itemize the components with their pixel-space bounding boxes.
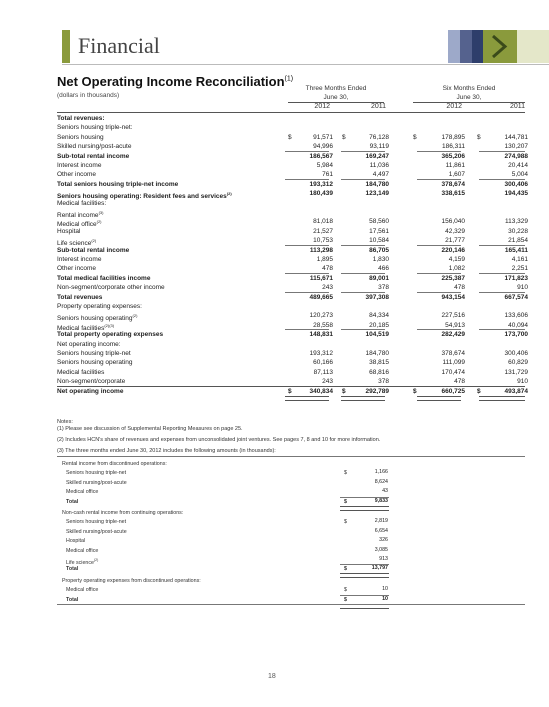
- table-row: [57, 123, 527, 132]
- subtotal-rule: [285, 151, 329, 152]
- row-value: 94,996: [313, 143, 333, 151]
- subtable-label: Total: [66, 498, 79, 505]
- row-value: 11,036: [369, 162, 389, 169]
- subtable-label: Skilled nursing/post-acute: [66, 479, 127, 486]
- subtable-value: 9,833: [374, 497, 388, 504]
- row-value: 68,816: [369, 368, 389, 376]
- row-label: Net operating income:: [57, 340, 121, 348]
- row-value: 378: [378, 284, 389, 292]
- banner-block-dark: [472, 30, 483, 63]
- row-value: 130,207: [504, 143, 528, 151]
- row-value: 113,329: [504, 218, 528, 226]
- row-value: 170,474: [441, 368, 465, 376]
- row-value: 11,861: [445, 162, 465, 169]
- row-value: 89,001: [369, 274, 389, 282]
- table-row: [57, 387, 527, 396]
- row-label: Total seniors housing triple-net income: [57, 180, 179, 188]
- subtotal-rule: [417, 245, 461, 246]
- year-header: 2012: [314, 103, 330, 110]
- section-banner: [0, 0, 549, 68]
- chevron-right-icon: [483, 30, 517, 63]
- row-label: Medical facilities$^{(2)(3)}$: [57, 322, 115, 332]
- subtotal-rule: [417, 151, 461, 152]
- row-label: Rental income$^{(3)}$: [57, 210, 104, 220]
- row-value: 194,435: [504, 190, 528, 198]
- subtable-label: Property operating expenses from discontinued operations:: [62, 577, 201, 584]
- dollar-sign: $: [344, 587, 347, 594]
- row-label: Seniors housing: [57, 133, 104, 141]
- total-double-rule: [341, 396, 385, 401]
- table-row: [57, 302, 527, 311]
- total-row-rule: [57, 386, 525, 387]
- table-row: [57, 161, 527, 170]
- table-row: [57, 227, 527, 236]
- row-label: Seniors housing operating: Resident fees and services$^{(2)}$: [57, 191, 232, 201]
- row-value: 10,584: [369, 237, 389, 245]
- row-label: Other income: [57, 265, 97, 273]
- row-value: 60,166: [313, 359, 333, 367]
- row-label: Sub-total rental income: [57, 246, 130, 254]
- subtable-value: 10: [382, 586, 388, 593]
- subtable-label: Medical office: [66, 489, 99, 496]
- row-value: 489,665: [309, 293, 333, 301]
- row-value: 365,206: [441, 152, 465, 160]
- table-row: [57, 349, 527, 358]
- row-value: 282,429: [441, 331, 465, 339]
- subtotal-rule: [479, 179, 525, 180]
- row-value: 4,161: [511, 256, 528, 263]
- row-value: 131,729: [504, 368, 528, 376]
- subtable-value: 8,624: [374, 478, 388, 485]
- row-value: 120,273: [309, 312, 333, 320]
- subtable-double-rule: [340, 506, 389, 511]
- row-value: 493,874: [504, 387, 528, 395]
- dollar-sign: $: [344, 519, 347, 526]
- row-value: 292,789: [365, 387, 389, 395]
- subtable-label: Seniors housing triple-net: [66, 519, 127, 526]
- row-value: 38,815: [369, 359, 389, 367]
- table-row: [57, 133, 527, 142]
- row-value: 54,913: [445, 321, 465, 329]
- row-value: 5,984: [316, 162, 333, 169]
- table-row: [57, 330, 527, 339]
- subtotal-rule: [285, 292, 329, 293]
- year-header: 2011: [370, 103, 386, 110]
- row-value: 1,830: [372, 256, 389, 263]
- row-value: 91,571: [313, 133, 333, 141]
- subtable-value: 326: [379, 537, 388, 544]
- subtable-value: 913: [379, 556, 388, 562]
- row-value: 184,780: [365, 180, 389, 188]
- subtable-label: Medical office: [66, 547, 99, 554]
- dollar-sign: $: [342, 387, 346, 395]
- subtable-double-rule: [340, 573, 389, 578]
- row-value: 21,777: [445, 237, 465, 245]
- table-row: [57, 340, 527, 349]
- row-value: 761: [322, 171, 333, 179]
- table-row: [57, 246, 527, 255]
- row-label: Seniors housing operating$^{(2)}$: [57, 313, 138, 323]
- row-value: 378: [378, 378, 389, 386]
- row-value: 148,831: [309, 331, 333, 339]
- page-number: 18: [268, 673, 276, 680]
- row-value: 243: [322, 378, 333, 386]
- row-value: 93,119: [369, 143, 389, 151]
- subtotal-rule: [341, 179, 385, 180]
- row-label: Property operating expenses:: [57, 303, 142, 310]
- row-value: 227,516: [441, 312, 465, 320]
- subtotal-rule: [479, 329, 525, 330]
- row-value: 300,406: [504, 350, 528, 357]
- subtotal-rule: [285, 245, 329, 246]
- year-header: 2011: [509, 103, 525, 110]
- dollar-sign: $: [344, 566, 347, 573]
- row-value: 180,439: [309, 190, 333, 198]
- total-double-rule: [285, 396, 329, 401]
- row-value: 169,247: [365, 152, 389, 160]
- row-label: Skilled nursing/post-acute: [57, 143, 132, 151]
- subtotal-rule: [341, 245, 385, 246]
- subtotal-rule: [341, 151, 385, 152]
- row-value: 378,674: [441, 180, 465, 188]
- row-value: 144,781: [504, 133, 528, 141]
- subtable-label: Hospital: [66, 538, 86, 545]
- dollar-sign: $: [342, 133, 346, 141]
- row-value: 4,497: [372, 171, 389, 179]
- subtable-value: 13,797: [371, 565, 388, 572]
- table-row: [57, 208, 527, 220]
- subtable-value: 6,654: [374, 527, 388, 534]
- row-value: 5,004: [511, 171, 528, 179]
- subtable-label: Medical office: [66, 587, 99, 594]
- row-label: Seniors housing triple-net: [57, 350, 131, 357]
- row-value: 193,312: [309, 350, 333, 357]
- note-2: (2) Includes HCN's share of revenues and expenses from unconsolidated joint ventures. See pages 7, 8 and 10 for more information.: [57, 437, 381, 443]
- row-value: 104,519: [365, 331, 389, 339]
- dollar-sign: $: [413, 387, 417, 395]
- row-label: Seniors housing triple-net:: [57, 124, 133, 132]
- section-title: Financial: [78, 33, 160, 58]
- col-group-three-months: Three Months Ended June 30,: [305, 85, 367, 101]
- row-value: 40,094: [508, 321, 528, 329]
- banner-block-mid: [460, 30, 472, 63]
- table-row: [57, 255, 527, 264]
- subtable-top-rule: [57, 456, 525, 457]
- row-value: 338,615: [441, 190, 465, 198]
- table-row: [57, 274, 527, 283]
- row-value: 17,561: [369, 227, 389, 235]
- table-row: [57, 217, 528, 229]
- dollar-sign: $: [288, 387, 292, 395]
- subtotal-rule: [285, 179, 329, 180]
- col-group-six-months: Six Months Ended June 30,: [442, 85, 496, 101]
- subtable-label: Total: [66, 596, 79, 603]
- row-value: 28,558: [313, 321, 333, 329]
- row-value: 42,329: [445, 227, 465, 235]
- row-value: 274,988: [504, 152, 528, 160]
- subtable-label: Life science$^{(2)}$: [66, 558, 99, 566]
- row-label: Seniors housing operating: [57, 359, 133, 367]
- table-row: [57, 114, 527, 123]
- table-row: [57, 368, 527, 377]
- row-value: 2,251: [511, 265, 528, 273]
- row-value: 20,185: [369, 321, 389, 329]
- row-value: 466: [378, 265, 389, 273]
- row-value: 84,334: [369, 312, 389, 320]
- subtable-value: 1,166: [374, 469, 388, 476]
- row-label: Life science$^{(2)}$: [57, 238, 97, 248]
- table-row: [57, 293, 527, 302]
- row-value: 1,082: [448, 265, 465, 273]
- row-label: Total medical facilities income: [57, 274, 151, 282]
- row-value: 340,834: [309, 387, 333, 395]
- row-label: Non-segment/corporate other income: [57, 284, 165, 292]
- row-value: 397,308: [365, 293, 389, 301]
- row-value: 378,674: [441, 350, 465, 357]
- table-row: [57, 358, 527, 367]
- row-value: 220,146: [441, 246, 465, 254]
- row-value: 243: [322, 284, 333, 292]
- dollar-sign: $: [288, 133, 292, 141]
- row-label: Medical facilities: [57, 368, 105, 376]
- row-value: 225,387: [441, 274, 465, 282]
- subtotal-rule: [285, 329, 329, 330]
- subtable-value: 2,819: [374, 518, 388, 525]
- subtable-total-rule: [340, 564, 389, 565]
- dollar-sign: $: [477, 133, 481, 141]
- note-1: (1) Please see discussion of Supplemental Reporting Measures on page 25.: [57, 426, 243, 432]
- row-value: 184,780: [365, 350, 389, 357]
- row-value: 156,040: [441, 218, 465, 226]
- row-value: 667,574: [504, 293, 528, 301]
- table-row: [57, 152, 527, 161]
- row-value: 171,823: [504, 274, 528, 282]
- subtotal-rule: [341, 292, 385, 293]
- table-row: [57, 180, 527, 189]
- row-value: 165,411: [504, 246, 528, 254]
- subtable-label: Seniors housing triple-net: [66, 470, 127, 477]
- subtable-bottom-rule: [57, 604, 525, 605]
- row-value: 1,607: [448, 171, 465, 179]
- banner-accent-bar: [62, 30, 70, 63]
- row-value: 1,895: [316, 256, 333, 263]
- header-rule: [57, 112, 525, 113]
- row-value: 133,606: [504, 312, 528, 320]
- banner-rule: [62, 64, 549, 65]
- row-label: Medical facilities:: [57, 199, 107, 207]
- dollar-sign: $: [477, 387, 481, 395]
- table-row: [57, 189, 528, 201]
- subtotal-rule: [479, 292, 525, 293]
- row-value: 86,705: [369, 246, 389, 254]
- row-value: 186,311: [441, 143, 465, 151]
- row-value: 173,700: [504, 331, 528, 339]
- row-value: 113,298: [309, 246, 333, 254]
- row-value: 115,671: [309, 274, 333, 282]
- subtotal-rule: [341, 329, 385, 330]
- row-value: 178,895: [441, 133, 465, 141]
- total-double-rule: [479, 396, 525, 401]
- subtotal-rule: [417, 329, 461, 330]
- subtotal-rule: [479, 273, 525, 274]
- subtotal-rule: [417, 179, 461, 180]
- subtable-value: 43: [382, 488, 388, 495]
- subtable-label: Rental income from discontinued operations:: [62, 461, 167, 467]
- row-value: 186,567: [309, 152, 333, 160]
- subtotal-rule: [417, 273, 461, 274]
- subtable-total-rule: [340, 497, 389, 498]
- subtable-value: 3,085: [374, 546, 388, 553]
- row-value: 910: [517, 378, 528, 386]
- row-label: Total revenues:: [57, 115, 105, 122]
- subtable-label: Non-cash rental income from continuing operations:: [62, 510, 184, 516]
- subtotal-rule: [479, 245, 525, 246]
- subtotal-rule: [479, 151, 525, 152]
- dollar-sign: $: [344, 470, 347, 477]
- subtable-label: Total: [66, 566, 79, 573]
- row-label: Sub-total rental income: [57, 152, 130, 160]
- banner-block-light: [448, 30, 460, 63]
- units-note: (dollars in thousands): [57, 92, 120, 99]
- row-label: Non-segment/corporate: [57, 378, 126, 386]
- row-value: 76,128: [369, 133, 389, 141]
- row-value: 21,527: [313, 227, 333, 235]
- dollar-sign: $: [413, 133, 417, 141]
- row-label: Hospital: [57, 227, 81, 235]
- row-value: 478: [454, 284, 465, 292]
- subtable-label: Skilled nursing/post-acute: [66, 528, 127, 535]
- row-value: 30,228: [508, 227, 528, 235]
- subtotal-rule: [341, 273, 385, 274]
- row-value: 910: [517, 284, 528, 292]
- subtotal-rule: [285, 273, 329, 274]
- subtable-total-rule: [340, 595, 389, 596]
- dollar-sign: $: [344, 596, 347, 603]
- row-value: 58,560: [369, 218, 389, 226]
- dollar-sign: $: [344, 498, 347, 505]
- subtable-value: 10: [382, 595, 388, 602]
- notes-label: Notes:: [57, 419, 73, 425]
- banner-block-pale: [517, 30, 549, 63]
- row-value: 943,154: [441, 293, 465, 301]
- row-value: 81,018: [313, 218, 333, 226]
- row-value: 87,113: [313, 368, 333, 376]
- total-double-rule: [417, 396, 461, 401]
- row-label: Interest income: [57, 162, 102, 169]
- row-value: 300,406: [504, 180, 528, 188]
- row-value: 111,099: [442, 359, 465, 367]
- row-label: Net operating income: [57, 387, 124, 395]
- row-value: 20,414: [508, 162, 528, 169]
- table-row: [57, 199, 527, 208]
- year-header: 2012: [446, 103, 462, 110]
- row-value: 4,159: [448, 256, 465, 263]
- row-label: Medical office$^{(2)}$: [57, 219, 102, 229]
- row-value: 123,149: [365, 190, 389, 198]
- row-value: 193,312: [309, 180, 333, 188]
- subtotal-rule: [417, 292, 461, 293]
- row-value: 478: [454, 378, 465, 386]
- report-title: Net Operating Income Reconciliation$^{(1)}$: [57, 74, 294, 89]
- row-value: 10,753: [313, 237, 333, 245]
- row-value: 478: [322, 265, 333, 273]
- row-label: Total property operating expenses: [57, 331, 164, 339]
- row-value: 60,829: [508, 359, 528, 367]
- row-label: Total revenues: [57, 293, 103, 301]
- row-label: Interest income: [57, 256, 102, 263]
- row-value: 660,725: [441, 387, 465, 395]
- note-3: (3) The three months ended June 30, 2012 includes the following amounts (in thousands):: [57, 448, 276, 454]
- row-label: Other income: [57, 171, 97, 179]
- table-row: [57, 311, 528, 323]
- row-value: 21,854: [508, 237, 528, 245]
